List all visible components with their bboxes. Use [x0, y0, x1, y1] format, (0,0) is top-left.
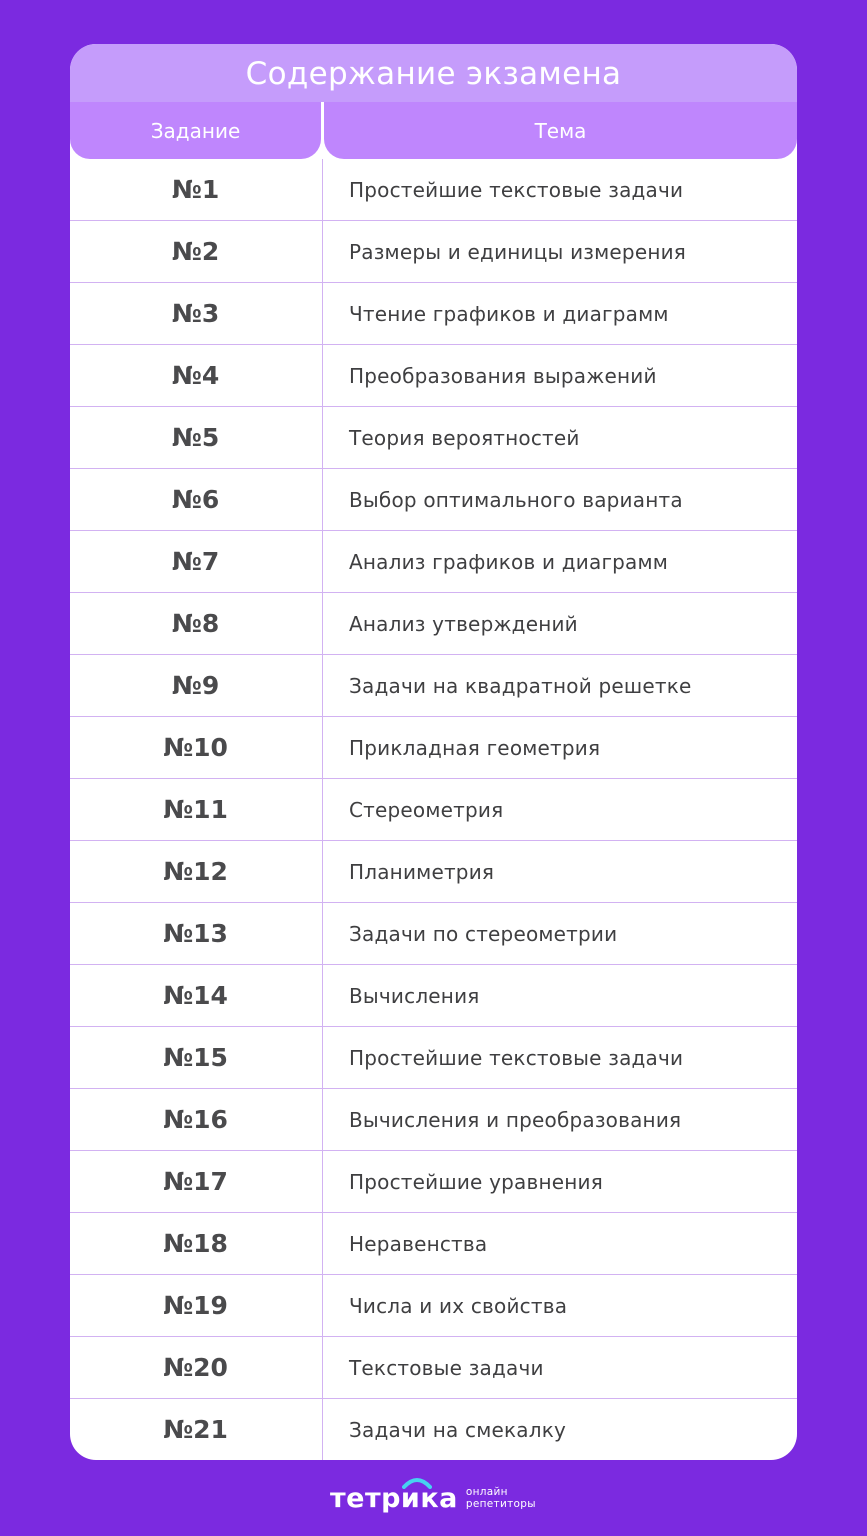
table-row: [70, 779, 797, 841]
logo-wordmark: [330, 1483, 458, 1514]
table-row: [70, 1151, 797, 1213]
table-row: [70, 1089, 797, 1151]
task-number: №16: [163, 1105, 228, 1134]
task-number: №20: [163, 1353, 228, 1382]
table-row: [70, 1027, 797, 1089]
task-number: №3: [171, 299, 220, 328]
tetrika-arc-icon: [402, 1477, 432, 1489]
task-number: №1: [171, 175, 220, 204]
exam-table-body: [70, 159, 797, 1460]
table-row: [70, 531, 797, 593]
table-title: Содержание экзамена: [70, 44, 797, 102]
task-topic: Простейшие текстовые задачи: [349, 1046, 684, 1070]
task-number: №17: [163, 1167, 228, 1196]
task-topic: Задачи по стереометрии: [349, 922, 618, 946]
task-topic: Простейшие уравнения: [349, 1170, 603, 1194]
table-row: [70, 1337, 797, 1399]
task-number: №6: [171, 485, 220, 514]
task-number: №11: [163, 795, 228, 824]
task-number: №2: [171, 237, 220, 266]
table-row: [70, 221, 797, 283]
task-number: №10: [163, 733, 228, 762]
task-topic: Теория вероятностей: [349, 426, 580, 450]
exam-content-card: [70, 44, 797, 1460]
task-number: №13: [163, 919, 228, 948]
task-topic: Размеры и единицы измерения: [349, 240, 687, 264]
table-row: [70, 655, 797, 717]
task-topic: Анализ утверждений: [349, 612, 578, 636]
task-topic: Стереометрия: [349, 798, 504, 822]
table-row: [70, 407, 797, 469]
table-row: [70, 965, 797, 1027]
task-topic: Неравенства: [349, 1232, 488, 1256]
column-divider: [322, 159, 323, 1460]
task-number: №15: [163, 1043, 228, 1072]
column-header-task: Задание: [70, 102, 321, 159]
task-topic: Вычисления: [349, 984, 480, 1008]
task-number: №4: [171, 361, 220, 390]
column-header-topic: Тема: [324, 102, 797, 159]
task-number: №8: [171, 609, 220, 638]
task-topic: Планиметрия: [349, 860, 495, 884]
task-topic: Анализ графиков и диаграмм: [349, 550, 669, 574]
table-row: [70, 159, 797, 221]
table-row: [70, 1399, 797, 1460]
task-number: №7: [171, 547, 220, 576]
task-number: №14: [163, 981, 228, 1010]
table-row: [70, 1213, 797, 1275]
task-number: №18: [163, 1229, 228, 1258]
table-row: [70, 717, 797, 779]
task-topic: Текстовые задачи: [349, 1356, 544, 1380]
task-topic: Преобразования выражений: [349, 364, 657, 388]
table-row: [70, 283, 797, 345]
task-topic: Прикладная геометрия: [349, 736, 601, 760]
task-topic: Чтение графиков и диаграмм: [349, 302, 669, 326]
task-topic: Вычисления и преобразования: [349, 1108, 682, 1132]
logo-tagline-line-2: репетиторы: [465, 1498, 536, 1510]
table-row: [70, 593, 797, 655]
task-number: №9: [171, 671, 220, 700]
table-row: [70, 469, 797, 531]
table-row: [70, 1275, 797, 1337]
logo-tagline: [466, 1486, 536, 1510]
logo-text: тетрика: [330, 1482, 458, 1514]
task-topic: Выбор оптимального варианта: [349, 488, 683, 512]
task-topic: Простейшие текстовые задачи: [349, 178, 684, 202]
task-number: №21: [163, 1415, 228, 1444]
logo-tagline-line-1: онлайн: [465, 1486, 508, 1498]
table-row: [70, 841, 797, 903]
task-number: №5: [171, 423, 220, 452]
table-row: [70, 345, 797, 407]
task-topic: Задачи на смекалку: [349, 1418, 567, 1442]
task-number: №19: [163, 1291, 228, 1320]
task-topic: Числа и их свойства: [349, 1294, 568, 1318]
task-topic: Задачи на квадратной решетке: [349, 674, 692, 698]
task-number: №12: [163, 857, 228, 886]
table-row: [70, 903, 797, 965]
tetrika-logo: [330, 1478, 536, 1518]
